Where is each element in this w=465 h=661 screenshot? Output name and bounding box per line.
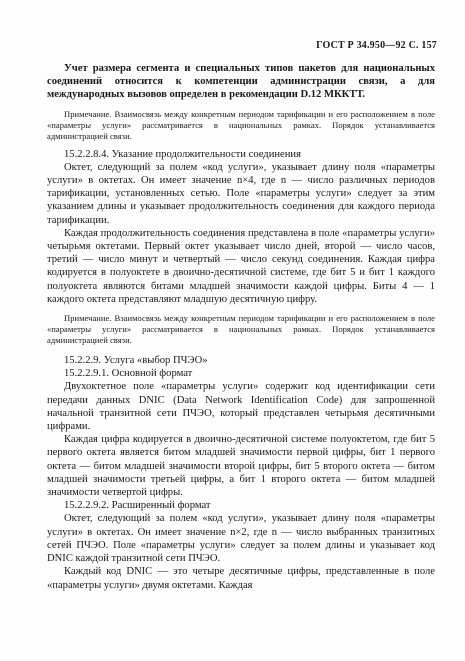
- body-paragraph-1: Октет, следующий за полем «код услуги», указывает длину поля «параметры услуги» в октетах. Он имеет значение n×4, где n — число различных периодов тарификации, установленных сетью. Поле «параметры услуги» следует за этим указанием длины и указывает продолжительность соединения для каждого периода тарификации.: [47, 161, 435, 226]
- body-paragraph-4: Каждая цифра кодируется в двоично-десятичной системе полуоктетом, где бит 5 первого октета является битом младшей значимости первой цифры, бит 1 первого октета — битом младшей значимости второй цифры, бит 5 второго октета — битом младшей значимости третьей цифры, а бит 1 второго октета — битом младшей значимости четвертой цифры.: [47, 434, 435, 499]
- section-heading-15-2-2-9-1: 15.2.2.9.1. Основной формат: [64, 368, 193, 380]
- intro-paragraph: Учет размера сегмента и специальных типов пакетов для национальных соединений относится к компетенции администрации связи, а для международных вызовов определен в рекомендации D.12 МККТТ.: [47, 63, 435, 101]
- body-paragraph-6: Каждый код DNIC — это четыре десятичные цифры, представленные в поле «параметры услуги» двумя октетами. Каждая: [47, 566, 435, 591]
- note-paragraph-1: Примечание. Взаимосвязь между конкретным периодом тарификации и его расположением в поле «параметры услуги» рассматривается в национальных рамках. Порядок устанавливается администрацией связи.: [47, 108, 435, 141]
- body-paragraph-5: Октет, следующий за полем «код услуги», указывает длину поля «параметры услуги» в октетах. Он имеет значение n×2, где n — число выбранных транзитных сетей ПЧЭО. Поле «параметры услуги» следует за полем длины и указывает код DNIC каждой транзитной сети ПЧЭО.: [47, 513, 435, 565]
- section-heading-15-2-2-9-2: 15.2.2.9.2. Расширенный формат: [64, 500, 211, 512]
- body-paragraph-3: Двухоктетное поле «параметры услуги» содержит код идентификации сети передачи данных DNIC (Data Network Identification Code) для запрошенной начальной транзитной сети ПЧЭО, который представлен четырьмя десятичными цифрами.: [47, 381, 435, 433]
- page-content: [47, 62, 435, 592]
- body-paragraph-2: Каждая продолжительность соединения представлена в поле «параметры услуги» четырьмя октетами. Первый октет указывает число дней, второй — число часов, третий — число минут и четвертый — число секунд соединения. Каждая цифра кодируется в полуоктете в двоично-десятичной системе, где бит 5 и бит 1 каждого полуоктета являются битами младшей значимости каждой цифры. Биты 4 — 1 каждого октета представляют младшую десятичную цифру.: [47, 227, 435, 305]
- section-heading-15-2-2-8-4: 15.2.2.8.4. Указание продолжительности соединения: [64, 148, 301, 160]
- note-paragraph-2: Примечание. Взаимосвязь между конкретным периодом тарификации и его расположением в поле «параметры услуги» рассматривается в национальных рамках. Порядок устанавливается администрацией связи.: [47, 313, 435, 346]
- page-header: ГОСТ Р 34.950—92 С. 157: [316, 40, 437, 51]
- section-heading-15-2-2-9: 15.2.2.9. Услуга «выбор ПЧЭО»: [64, 355, 208, 367]
